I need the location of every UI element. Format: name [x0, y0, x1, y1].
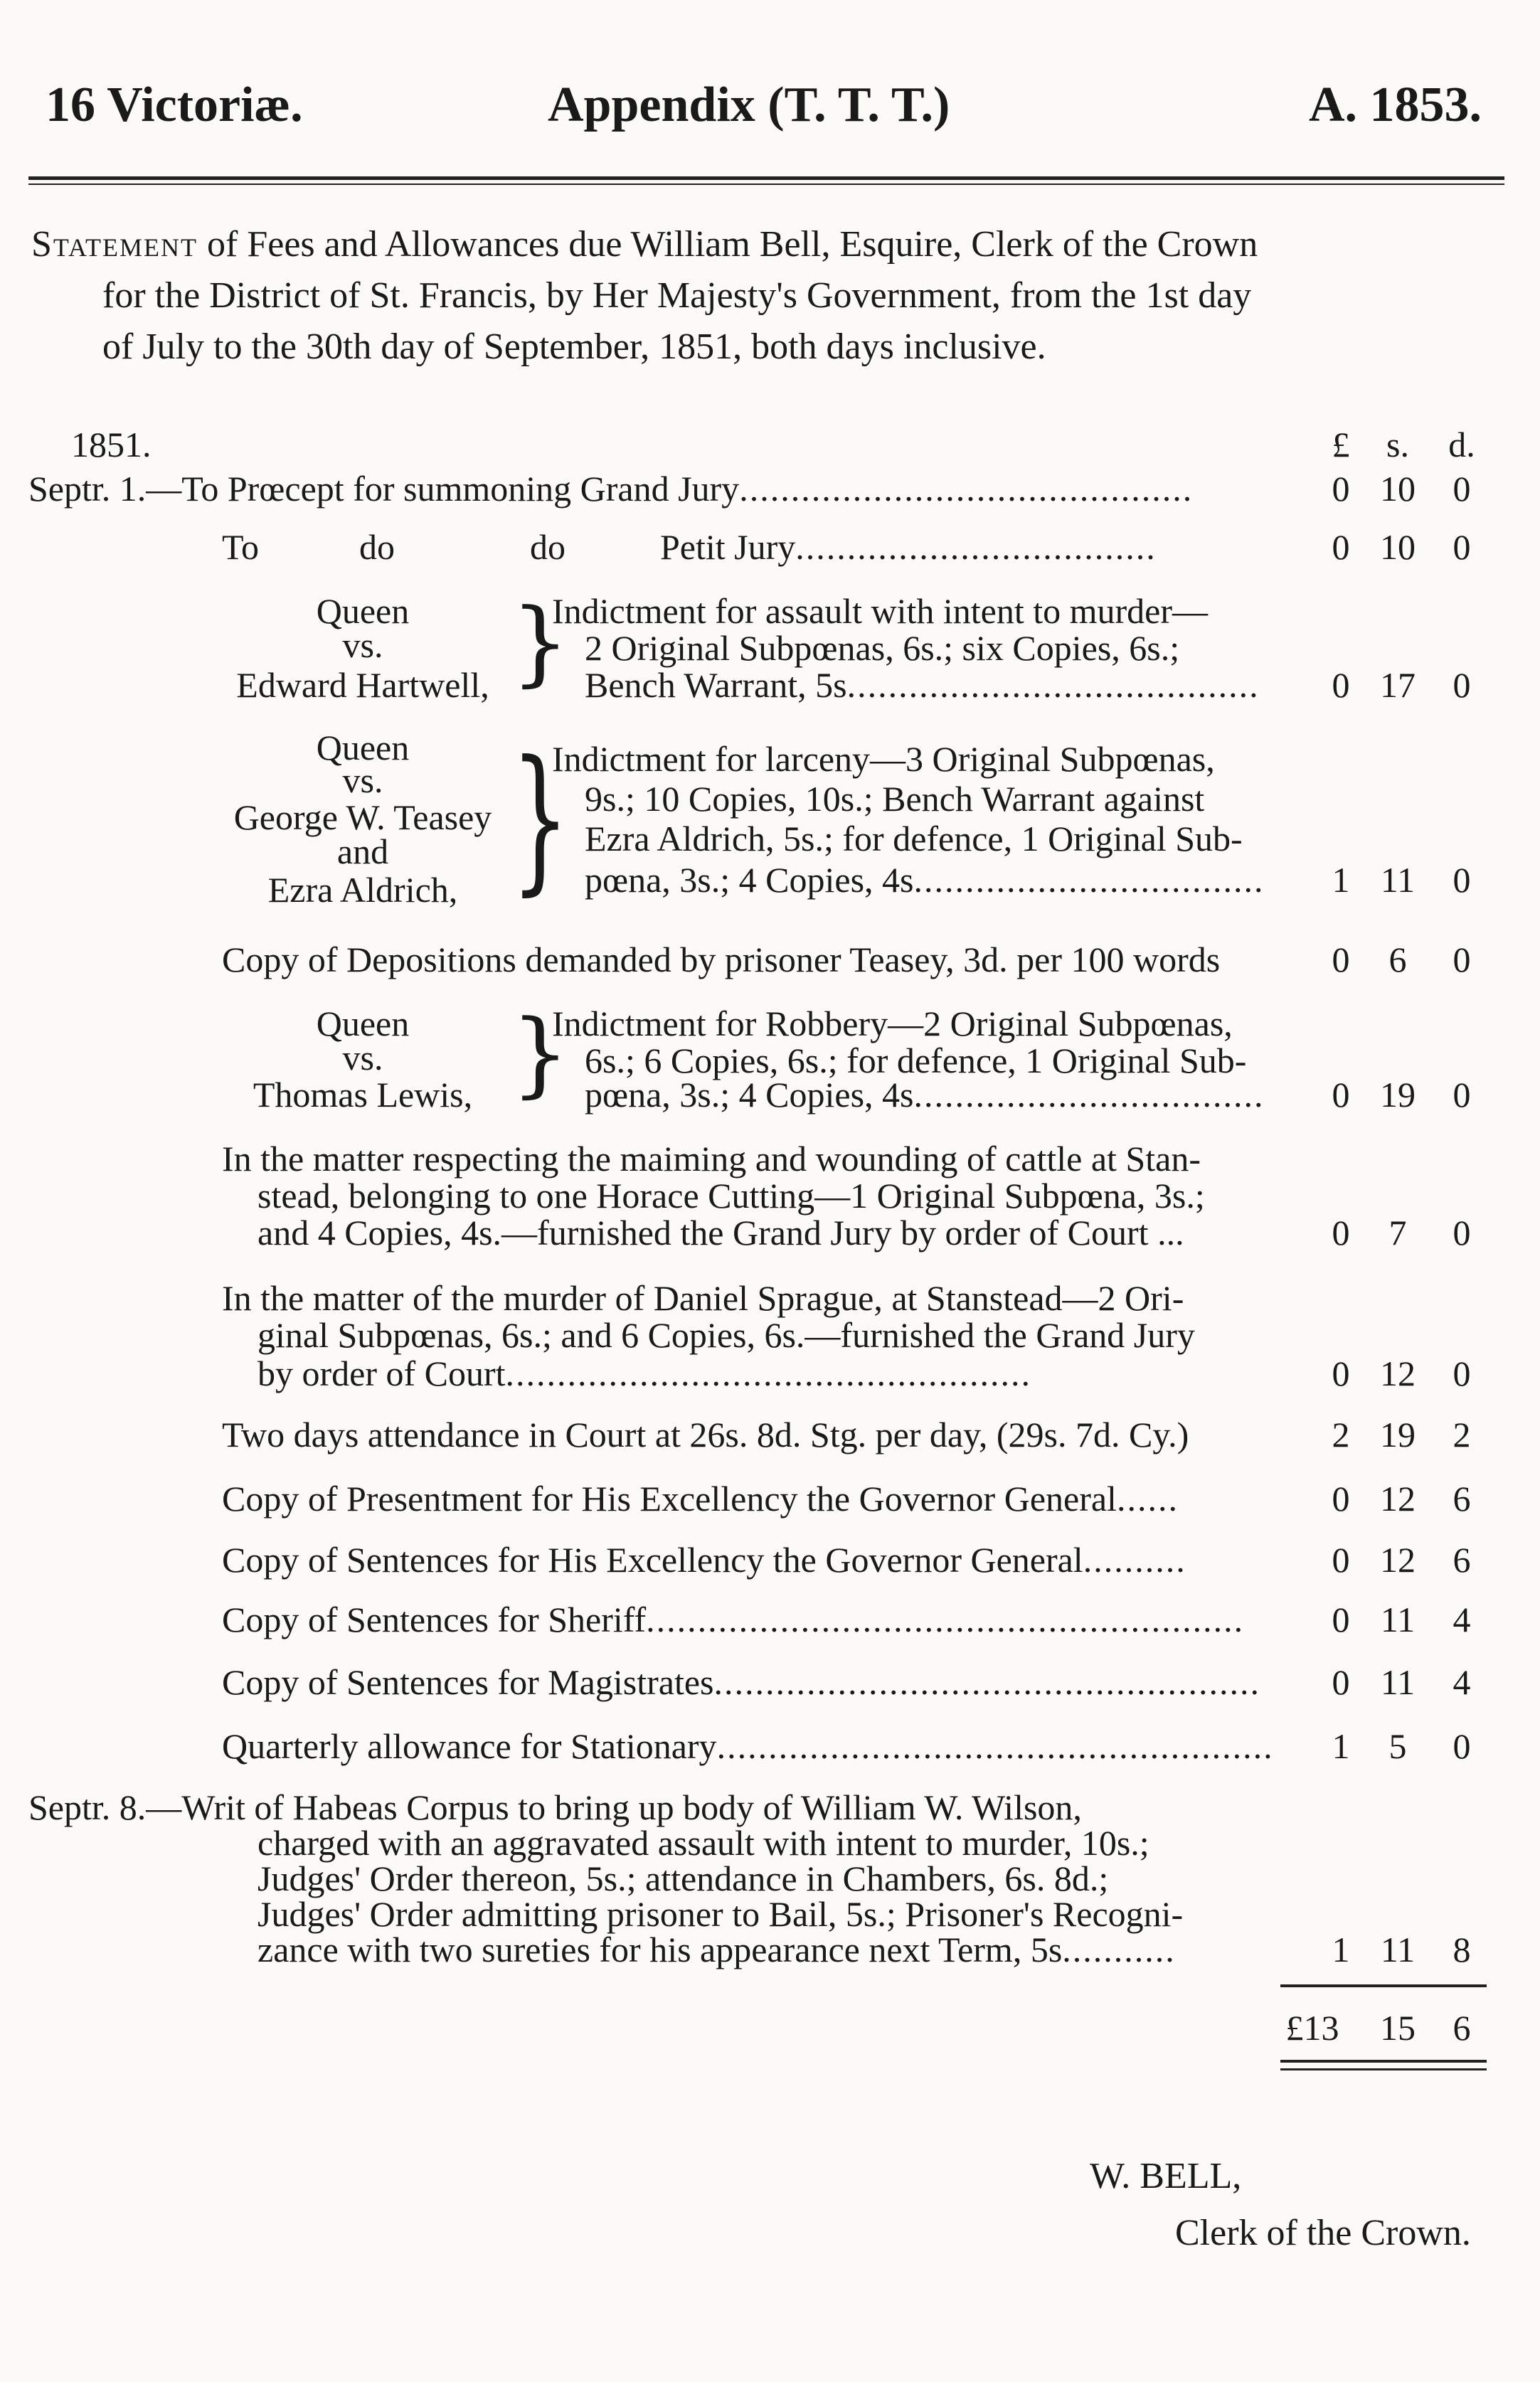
entry-date: Septr. 8. [28, 1787, 147, 1827]
header-regnal-year: 16 Victoriæ. [46, 78, 303, 132]
total-rule-top [1280, 1984, 1487, 1987]
entry-15-line-2: charged with an aggravated assault with intent to murder, 10s.; [257, 1823, 1149, 1863]
amount-shillings: 12 [1380, 1540, 1416, 1580]
amount-pounds: 1 [1332, 860, 1350, 900]
amount-pence: 0 [1453, 1213, 1471, 1253]
entry-2-to: To [222, 527, 260, 567]
party-line: Queen [316, 591, 410, 631]
amount-pounds: 0 [1332, 469, 1350, 509]
entry-14-line: Quarterly allowance for Stationary...................................................... [222, 1726, 1274, 1766]
party-line: Edward Hartwell, [236, 665, 489, 705]
entry-4-line-4: pœna, 3s.; 4 Copies, 4s.................................. [585, 860, 1265, 900]
entry-2-ditto-1: do [359, 527, 395, 567]
amount-pence: 4 [1453, 1600, 1471, 1639]
party-line: vs. [342, 1038, 383, 1078]
amount-pounds: 0 [1332, 1600, 1350, 1639]
amount-shillings: 17 [1380, 665, 1416, 705]
col-header-shillings: s. [1386, 425, 1409, 464]
amount-pence: 6 [1453, 1540, 1471, 1580]
leader-dots: ............................................ [739, 469, 1194, 509]
entry-8-line-2: ginal Subpœnas, 6s.; and 6 Copies, 6s.—furnished the Grand Jury [257, 1315, 1195, 1355]
entry-7-line-2: stead, belonging to one Horace Cutting—1 Original Subpœna, 3s.; [257, 1176, 1205, 1216]
amount-shillings: 5 [1388, 1726, 1407, 1766]
leader-dots: ........................................ [846, 665, 1260, 705]
entry-8-line-3: by order of Court................................................... [257, 1354, 1032, 1393]
entry-12-line: Copy of Sentences for Sheriff.......................................................... [222, 1600, 1245, 1639]
signature-name: W. BELL, [1090, 2156, 1242, 2196]
entry-7-line-1: In the matter respecting the maiming and wounding of cattle at Stan- [222, 1139, 1201, 1179]
entry-4-line-2: 9s.; 10 Copies, 10s.; Bench Warrant against [585, 779, 1205, 819]
entry-date: Septr. 1. [28, 469, 147, 509]
header-appendix: Appendix (T. T. T.) [548, 78, 950, 132]
entry-7-line-3: and 4 Copies, 4s.—furnished the Grand Jury by order of Court ... [257, 1213, 1184, 1253]
entry-text: Petit Jury [660, 527, 796, 567]
amount-shillings: 12 [1380, 1354, 1416, 1393]
amount-pence: 0 [1453, 860, 1471, 900]
entry-15-line-1: Septr. 8.—Writ of Habeas Corpus to bring up body of William W. Wilson, [28, 1787, 1082, 1827]
entry-15-line-3: Judges' Order thereon, 5s.; attendance in Chambers, 6s. 8d.; [257, 1859, 1109, 1898]
leader-dots: ..................................................... [713, 1662, 1261, 1702]
party-line: George W. Teasey [233, 797, 492, 837]
amount-pounds: 0 [1332, 665, 1350, 705]
party-line: Queen [316, 1004, 410, 1043]
entry-2-ditto-2: do [530, 527, 565, 567]
amount-pounds: 1 [1332, 1726, 1350, 1766]
statement-line-3: of July to the 30th day of September, 1851, both days inclusive. [102, 326, 1046, 367]
amount-shillings: 7 [1388, 1213, 1407, 1253]
entry-11-line: Copy of Sentences for His Excellency the Governor General.......... [222, 1540, 1186, 1580]
leader-dots: ................................... [795, 527, 1157, 567]
amount-pence: 0 [1453, 469, 1471, 509]
total-pence: 6 [1453, 2008, 1471, 2048]
entry-1-line [28, 468, 1193, 509]
header-rule-bottom [28, 184, 1504, 185]
leader-dots: .................................. [913, 860, 1265, 900]
statement-intro [31, 219, 1497, 373]
entry-6-line-2: 6s.; 6 Copies, 6s.; for defence, 1 Original Sub- [585, 1041, 1247, 1080]
amount-shillings: 10 [1380, 527, 1416, 567]
entry-13-line: Copy of Sentences for Magistrates..................................................... [222, 1662, 1261, 1702]
entry-15-line-5: zance with two sureties for his appearance next Term, 5s........... [257, 1930, 1176, 1969]
entry-4-line-3: Ezra Aldrich, 5s.; for defence, 1 Original Sub- [585, 819, 1243, 858]
entry-9-line: Two days attendance in Court at 26s. 8d. Stg. per day, (29s. 7d. Cy.) [222, 1415, 1189, 1455]
statement-line-1: of Fees and Allowances due William Bell, Esquire, Clerk of the Crown [198, 224, 1258, 265]
amount-shillings: 11 [1380, 860, 1416, 900]
header-year: A. 1853. [1308, 78, 1482, 132]
amount-pounds: 0 [1332, 1540, 1350, 1580]
amount-pounds: 0 [1332, 1075, 1350, 1115]
amount-shillings: 19 [1380, 1075, 1416, 1115]
amount-pence: 8 [1453, 1930, 1471, 1969]
amount-pounds: 2 [1332, 1415, 1350, 1455]
leader-dots: ...... [1116, 1479, 1179, 1519]
amount-pence: 0 [1453, 1354, 1471, 1393]
party-line: Thomas Lewis, [253, 1075, 473, 1115]
amount-pounds: 0 [1332, 940, 1350, 979]
amount-pence: 0 [1453, 527, 1471, 567]
amount-pounds: 0 [1332, 1662, 1350, 1702]
entry-text: —To Prœcept for summoning Grand Jury [146, 469, 740, 509]
entry-5-line: Copy of Depositions demanded by prisoner Teasey, 3d. per 100 words [222, 940, 1221, 979]
year-label: 1851. [71, 425, 152, 464]
amount-shillings: 6 [1388, 940, 1407, 979]
leader-dots: ........... [1062, 1930, 1176, 1969]
party-line: vs. [342, 625, 383, 665]
amount-pence: 0 [1453, 665, 1471, 705]
statement-lead: Statement [31, 224, 198, 265]
entry-3-line-1: Indictment for assault with intent to murder— [552, 591, 1209, 631]
entry-3-line-2: 2 Original Subpœnas, 6s.; six Copies, 6s.; [585, 628, 1180, 668]
total-pounds: £13 [1285, 2008, 1339, 2048]
amount-pounds: 1 [1332, 1930, 1350, 1969]
amount-pounds: 0 [1332, 1213, 1350, 1253]
amount-pounds: 0 [1332, 1354, 1350, 1393]
entry-10-line: Copy of Presentment for His Excellency the Governor General...... [222, 1479, 1179, 1519]
right-brace-icon: } [511, 999, 570, 1107]
party-line: and [336, 831, 389, 871]
amount-pounds: 0 [1332, 527, 1350, 567]
entry-15-line-4: Judges' Order admitting prisoner to Bail, 5s.; Prisoner's Recogni- [257, 1894, 1184, 1934]
amount-shillings: 11 [1380, 1930, 1416, 1969]
entry-8-line-1: In the matter of the murder of Daniel Sprague, at Stanstead—2 Ori- [222, 1278, 1184, 1318]
total-rule-bottom-1 [1280, 2060, 1487, 2063]
total-rule-bottom-2 [1280, 2068, 1487, 2070]
amount-pounds: 0 [1332, 1479, 1350, 1519]
entry-6-line-3: pœna, 3s.; 4 Copies, 4s.................................. [585, 1075, 1265, 1115]
party-line: Ezra Aldrich, [267, 870, 458, 910]
amount-shillings: 19 [1380, 1415, 1416, 1455]
right-brace-icon: } [511, 588, 570, 696]
leader-dots: .......... [1083, 1540, 1186, 1580]
entry-6-line-1: Indictment for Robbery—2 Original Subpœnas, [552, 1004, 1233, 1043]
header-rule-top [28, 176, 1504, 180]
amount-pence: 4 [1453, 1662, 1471, 1702]
amount-pence: 6 [1453, 1479, 1471, 1519]
party-line: vs. [342, 760, 383, 800]
statement-line-2: for the District of St. Francis, by Her Majesty's Government, from the 1st day [102, 275, 1252, 316]
leader-dots: .................................. [913, 1075, 1265, 1115]
amount-shillings: 11 [1380, 1600, 1416, 1639]
amount-pence: 2 [1453, 1415, 1471, 1455]
amount-pence: 0 [1453, 940, 1471, 979]
col-header-pence: d. [1448, 425, 1475, 464]
col-header-pounds: £ [1332, 425, 1350, 464]
leader-dots: .......................................................... [646, 1600, 1245, 1639]
amount-pence: 0 [1453, 1726, 1471, 1766]
entry-2-line [660, 526, 1157, 568]
signature-title: Clerk of the Crown. [1175, 2213, 1471, 2253]
leader-dots: ................................................... [505, 1354, 1032, 1393]
right-brace-icon: } [511, 726, 570, 910]
amount-shillings: 10 [1380, 469, 1416, 509]
entry-3-line-3: Bench Warrant, 5s........................................ [585, 665, 1260, 705]
leader-dots: ...................................................... [716, 1726, 1274, 1766]
amount-shillings: 11 [1380, 1662, 1416, 1702]
entry-4-line-1: Indictment for larceny—3 Original Subpœnas, [552, 739, 1215, 779]
party-line: Queen [316, 728, 410, 767]
amount-pence: 0 [1453, 1075, 1471, 1115]
amount-shillings: 12 [1380, 1479, 1416, 1519]
total-shillings: 15 [1380, 2008, 1416, 2048]
